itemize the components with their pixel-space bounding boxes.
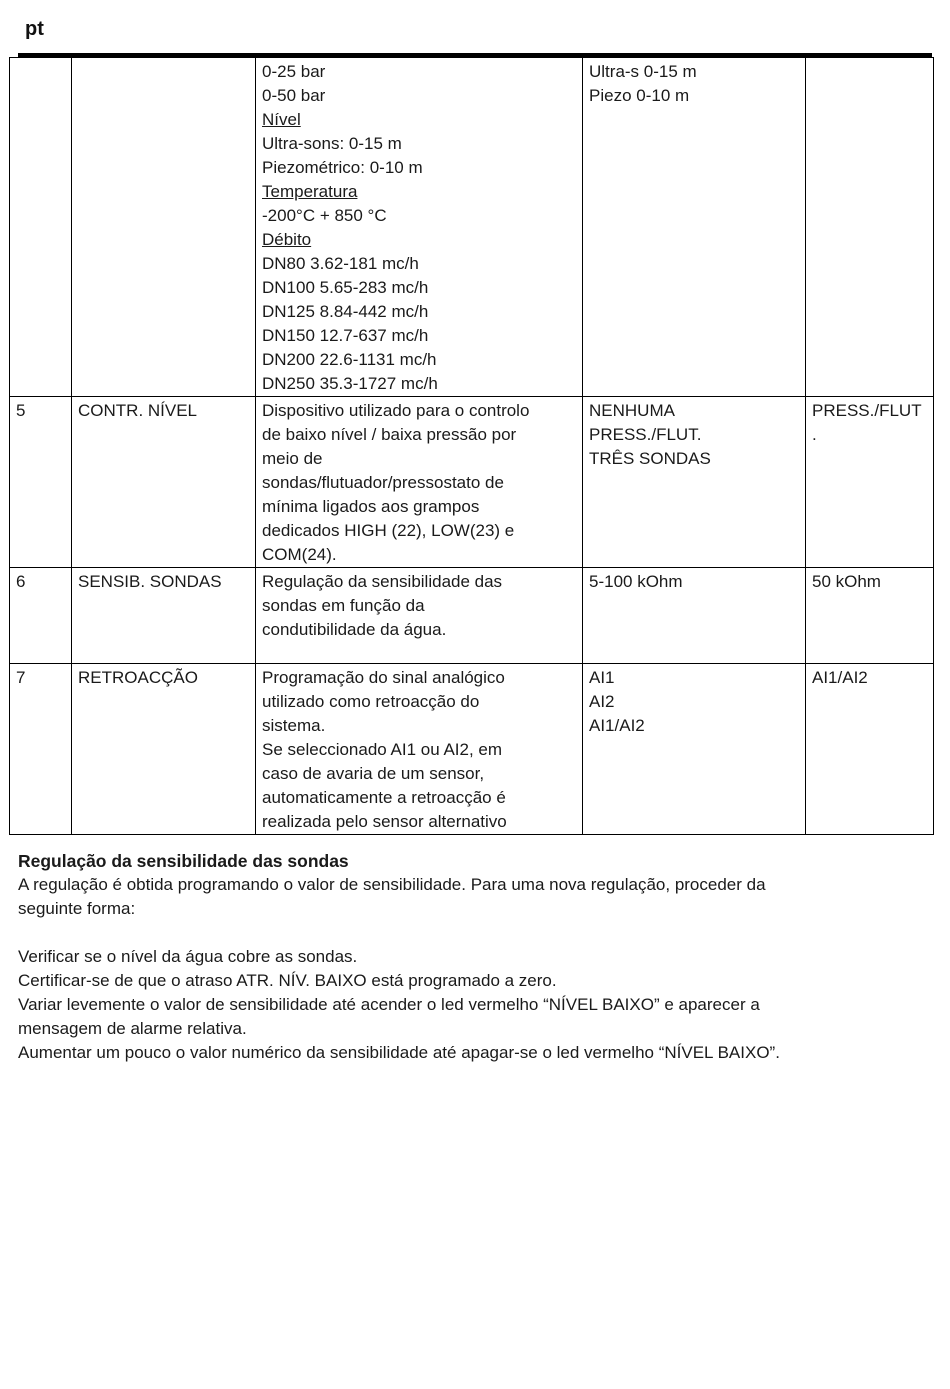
cell-line: Ultra-sons: 0-15 m <box>262 134 402 153</box>
cell-options <box>583 397 806 568</box>
cell-line: PRESS./FLUT. <box>589 425 702 444</box>
cell-line: DN100 5.65-283 mc/h <box>262 278 429 297</box>
cell-default <box>806 397 934 568</box>
step-line: Variar levemente o valor de sensibilidade até acender o led vermelho “NÍVEL BAIXO” e aparecer a <box>18 995 760 1014</box>
cell-line: de baixo nível / baixa pressão por <box>262 425 517 444</box>
cell-num: 5 <box>10 397 72 568</box>
cell-line: DN250 35.3-1727 mc/h <box>262 374 438 393</box>
cell-num <box>10 58 72 397</box>
cell-line: 0-25 bar <box>262 62 326 81</box>
cell-default <box>806 664 934 835</box>
cell-line: Débito <box>262 230 312 249</box>
intro-line: A regulação é obtida programando o valor de sensibilidade. Para uma nova regulação, proceder da <box>18 875 766 894</box>
cell-line: Piezo 0-10 m <box>589 86 690 105</box>
cell-line: 5-100 kOhm <box>589 572 683 591</box>
cell-line: sondas em função da <box>262 596 425 615</box>
cell-line: caso de avaria de um sensor, <box>262 764 485 783</box>
table-row <box>10 397 934 568</box>
cell-name <box>72 58 256 397</box>
step-line: Aumentar um pouco o valor numérico da sensibilidade até apagar-se o led vermelho “NÍVEL BAIXO”. <box>18 1043 780 1062</box>
step-line: mensagem de alarme relativa. <box>18 1019 247 1038</box>
cell-line: DN80 3.62-181 mc/h <box>262 254 419 273</box>
cell-line: -200°C + 850 °C <box>262 206 387 225</box>
cell-line: Dispositivo utilizado para o controlo <box>262 401 530 420</box>
cell-num: 7 <box>10 664 72 835</box>
cell-line: sondas/flutuador/pressostato de <box>262 473 504 492</box>
cell-line: 50 kOhm <box>812 572 881 591</box>
cell-line: AI1 <box>589 668 615 687</box>
cell-line: dedicados HIGH (22), LOW(23) e <box>262 521 515 540</box>
cell-line: DN200 22.6-1131 mc/h <box>262 350 437 369</box>
cell-line: utilizado como retroacção do <box>262 692 480 711</box>
cell-name: RETROACÇÃO <box>72 664 256 835</box>
language-tag: pt <box>25 18 44 40</box>
cell-line: AI2 <box>589 692 615 711</box>
cell-line: Programação do sinal analógico <box>262 668 505 687</box>
section-steps <box>18 945 933 1065</box>
cell-line: COM(24). <box>262 545 337 564</box>
cell-line: Se seleccionado AI1 ou AI2, em <box>262 740 503 759</box>
cell-line: AI1/AI2 <box>589 716 645 735</box>
cell-description <box>256 397 583 568</box>
table-row <box>10 664 934 835</box>
cell-line: PRESS./FLUT <box>812 401 922 420</box>
cell-line: AI1/AI2 <box>812 668 868 687</box>
instructions-section <box>18 849 933 1065</box>
cell-name: SENSIB. SONDAS <box>72 568 256 664</box>
cell-options <box>583 568 806 664</box>
cell-line: mínima ligados aos grampos <box>262 497 480 516</box>
cell-options <box>583 58 806 397</box>
paragraph-spacer <box>18 921 933 945</box>
cell-line: Piezométrico: 0-10 m <box>262 158 423 177</box>
table-row <box>10 58 934 397</box>
cell-line: sistema. <box>262 716 326 735</box>
cell-line: NENHUMA <box>589 401 675 420</box>
cell-line: meio de <box>262 449 323 468</box>
cell-line: Temperatura <box>262 182 358 201</box>
cell-line: TRÊS SONDAS <box>589 449 711 468</box>
cell-name: CONTR. NÍVEL <box>72 397 256 568</box>
cell-description <box>256 664 583 835</box>
cell-line: 0-50 bar <box>262 86 326 105</box>
step-line: Certificar-se de que o atraso ATR. NÍV. BAIXO está programado a zero. <box>18 971 557 990</box>
table-row <box>10 568 934 664</box>
cell-default <box>806 58 934 397</box>
cell-line: realizada pelo sensor alternativo <box>262 812 507 831</box>
cell-num: 6 <box>10 568 72 664</box>
cell-description <box>256 568 583 664</box>
cell-line: Nível <box>262 110 301 129</box>
cell-line: DN125 8.84-442 mc/h <box>262 302 429 321</box>
cell-line: Regulação da sensibilidade das <box>262 572 503 591</box>
intro-line: seguinte forma: <box>18 899 136 918</box>
cell-line: DN150 12.7-637 mc/h <box>262 326 429 345</box>
section-intro <box>18 873 933 921</box>
cell-description <box>256 58 583 397</box>
cell-line: . <box>812 425 817 444</box>
cell-line: automaticamente a retroacção é <box>262 788 506 807</box>
cell-options <box>583 664 806 835</box>
cell-line: Ultra-s 0-15 m <box>589 62 697 81</box>
cell-default <box>806 568 934 664</box>
settings-table <box>9 57 934 835</box>
section-heading: Regulação da sensibilidade das sondas <box>18 851 349 871</box>
cell-line: condutibilidade da água. <box>262 620 447 639</box>
step-line: Verificar se o nível da água cobre as sondas. <box>18 947 358 966</box>
